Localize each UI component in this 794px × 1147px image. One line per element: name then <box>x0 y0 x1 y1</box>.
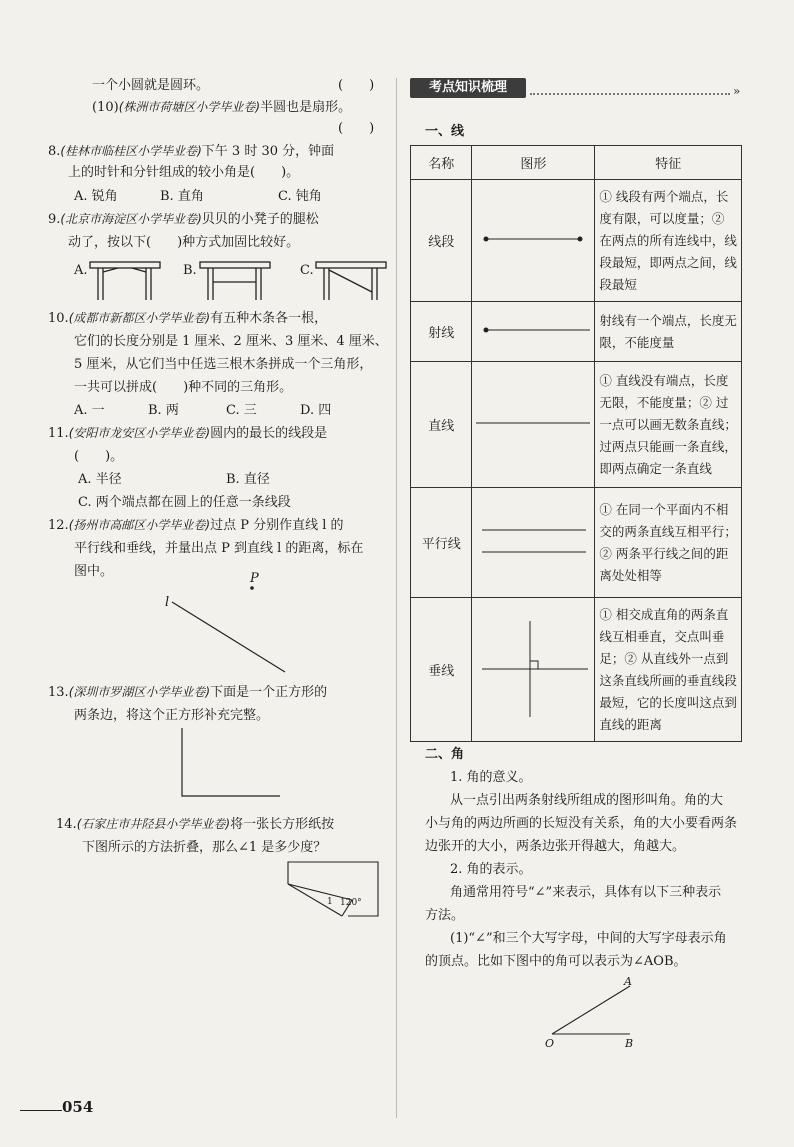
q-source: (北京市海淀区小学毕业卷) <box>60 212 202 226</box>
lines-table <box>410 145 742 742</box>
row-name: 线段 <box>411 180 472 302</box>
table-row <box>411 488 742 598</box>
q-text: 半圆也是扇形。 <box>260 100 352 115</box>
paragraph-line: 的顶点。比如下图中的角可以表示为∠AOB。 <box>425 954 687 969</box>
parallel-figure <box>472 516 594 566</box>
col-header: 特征 <box>595 146 742 180</box>
q-text: 贝贝的小凳子的腿松 <box>201 212 319 227</box>
question-12 <box>48 517 344 534</box>
table-header-row <box>411 146 742 180</box>
segment-figure <box>472 224 594 254</box>
row-feature: ① 直线没有端点，长度无限，不能度量；② 过一点可以画无数条直线；过两点只能画一条直线，即两点确定一条直线 <box>595 362 742 488</box>
section-lines-title: 一、线 <box>425 124 465 139</box>
q10-line4: 一共可以拼成( )种不同的三角形。 <box>74 380 293 395</box>
q-source: (桂林市临桂区小学毕业卷) <box>60 144 202 158</box>
row-feature: ① 相交成直角的两条直线互相垂直，交点叫垂足；② 从直线外一点到这条直线所画的垂直线段最短，它的长度叫这点到直线的距离 <box>595 598 742 742</box>
row-feature: 射线有一个端点，长度无限，不能度量 <box>595 302 742 362</box>
row-name: 平行线 <box>411 488 472 598</box>
answer-paren: ( ) <box>338 121 375 136</box>
q14-line2: 下图所示的方法折叠，那么∠1 是多少度？ <box>82 840 327 855</box>
fold-edge <box>288 884 342 916</box>
section-angles-title: 二、角 <box>425 747 465 762</box>
q-num: 14. <box>56 817 77 832</box>
col-header: 图形 <box>472 146 595 180</box>
q-num: 11. <box>48 426 69 441</box>
q10-line2: 它们的长度分别是 1 厘米、2 厘米、3 厘米、4 厘米、 <box>74 334 388 349</box>
row-figure <box>472 598 595 742</box>
q10-sub <box>92 99 351 116</box>
label-b: B <box>625 1037 634 1050</box>
row-figure <box>472 362 595 488</box>
question-14 <box>56 816 334 833</box>
option[interactable]: B. 直角 <box>160 189 204 204</box>
row-name: 直线 <box>411 362 472 488</box>
option[interactable]: A. 锐角 <box>74 189 118 204</box>
q14-fold-figure <box>286 860 386 922</box>
q-num: (10) <box>92 100 119 115</box>
stool-b <box>200 262 270 268</box>
option[interactable]: B. <box>183 263 197 278</box>
option[interactable]: C. 钝角 <box>278 189 322 204</box>
question-10 <box>48 310 327 327</box>
paragraph-line: 方法。 <box>425 908 465 923</box>
option[interactable]: B. 直径 <box>226 472 270 487</box>
page-number: 054 <box>62 1098 94 1116</box>
row-feature: ① 线段有两个端点，长度有限，可以度量；② 在两点的所有连线中，线段最短，即两点之间，线段最短 <box>595 180 742 302</box>
q-num: 10. <box>48 311 69 326</box>
ray-figure <box>472 315 594 345</box>
perpendicular-figure <box>472 613 594 723</box>
angle-120-label: 120° <box>340 898 362 908</box>
q9-line2: 动了，按以下( )种方式加固比较好。 <box>68 235 300 250</box>
q8-line2: 上的时针和分针组成的较小角是( )。 <box>68 165 300 180</box>
paper-rect <box>288 862 378 916</box>
q-source: (成都市新都区小学毕业卷) <box>68 311 211 325</box>
option[interactable]: A. 半径 <box>78 472 122 487</box>
column-divider <box>396 78 397 1118</box>
header-dots <box>530 93 730 95</box>
q11-line2: ( )。 <box>74 449 124 464</box>
q-source: (深圳市罗湖区小学毕业卷) <box>68 685 211 699</box>
table-row <box>411 180 742 302</box>
paragraph-line: 小与角的两边所画的长短没有关系，角的大小要看两条 <box>425 816 738 831</box>
option[interactable]: C. 两个端点都在圆上的任意一条线段 <box>78 495 291 510</box>
answer-paren: ( ) <box>338 78 375 93</box>
square-two-sides <box>182 728 280 796</box>
table-row <box>411 302 742 362</box>
table-row <box>411 598 742 742</box>
question-8 <box>48 143 334 160</box>
stool-figures <box>88 256 388 304</box>
q-text: 下面是一个正方形的 <box>210 685 328 700</box>
q-text: 圆内的最长的线段是 <box>210 426 328 441</box>
q-text: 将一张长方形纸按 <box>230 817 335 832</box>
q9-prev-tail: 一个小圆就是圆环。 <box>92 78 210 93</box>
q13-line2: 两条边，将这个正方形补充完整。 <box>74 708 270 723</box>
row-name: 射线 <box>411 302 472 362</box>
q12-figure <box>160 570 300 680</box>
paragraph-line: (1)“∠”和三个大写字母，中间的大写字母表示角 <box>450 931 727 946</box>
q12-line3: 图中。 <box>74 564 114 579</box>
q-source: (安阳市龙安区小学毕业卷) <box>68 426 211 440</box>
row-figure <box>472 488 595 598</box>
q13-figure <box>176 722 296 802</box>
row-feature: ① 在同一个平面内不相交的两条直线互相平行；② 两条平行线之间的距离处处相等 <box>595 488 742 598</box>
label-p: P <box>250 571 259 586</box>
section-header: 考点知识梳理 <box>410 78 526 98</box>
question-11 <box>48 425 327 442</box>
line-l <box>172 602 285 672</box>
q-text: 下午 3 时 30 分，钟面 <box>201 144 335 159</box>
q-text: 有五种木条各一根， <box>210 311 328 326</box>
option[interactable]: C. 三 <box>226 403 257 418</box>
col-header: 名称 <box>411 146 472 180</box>
option[interactable]: D. 四 <box>300 403 332 418</box>
straight-line-figure <box>472 408 594 438</box>
option[interactable]: A. <box>74 263 88 278</box>
q-num: 9. <box>48 212 61 227</box>
label-o: O <box>545 1037 555 1050</box>
label-l: l <box>165 595 170 610</box>
q-num: 8. <box>48 144 61 159</box>
option[interactable]: C. <box>300 263 314 278</box>
ray-oa <box>552 986 630 1034</box>
angle-notation-title: 2. 角的表示。 <box>450 862 532 877</box>
paragraph-line: 边张开的大小，两条边张开得越大，角越大。 <box>425 839 686 854</box>
label-a: A <box>624 975 632 988</box>
angle-meaning-title: 1. 角的意义。 <box>450 770 532 785</box>
q-source: (株洲市荷塘区小学毕业卷) <box>118 100 261 114</box>
q12-line2: 平行线和垂线，并量出点 P 到直线 l 的距离，标在 <box>74 541 364 556</box>
q10-line3: 5 厘米，从它们当中任选三根木条拼成一个三角形， <box>74 357 373 372</box>
stool-a <box>90 262 160 268</box>
row-name: 垂线 <box>411 598 472 742</box>
table-row <box>411 362 742 488</box>
q-text: 过点 P 分别作直线 l 的 <box>210 518 344 533</box>
question-13 <box>48 684 327 701</box>
row-figure <box>472 302 595 362</box>
footer-rule <box>20 1110 62 1111</box>
option[interactable]: B. 两 <box>148 403 179 418</box>
q-num: 12. <box>48 518 69 533</box>
option[interactable]: A. 一 <box>74 403 105 418</box>
row-figure <box>472 180 595 302</box>
paragraph-line: 从一点引出两条射线所组成的图形叫角。角的大 <box>450 793 724 808</box>
question-9 <box>48 211 319 228</box>
angle-1-label: 1 <box>327 897 333 907</box>
q-num: 13. <box>48 685 69 700</box>
header-arrow: » <box>733 84 741 98</box>
stool-c <box>316 262 386 268</box>
q-source: (扬州市高邮区小学毕业卷) <box>68 518 211 532</box>
paragraph-line: 角通常用符号“∠”来表示，具体有以下三种表示 <box>450 885 722 900</box>
q-source: (石家庄市井陉县小学毕业卷) <box>76 817 231 831</box>
